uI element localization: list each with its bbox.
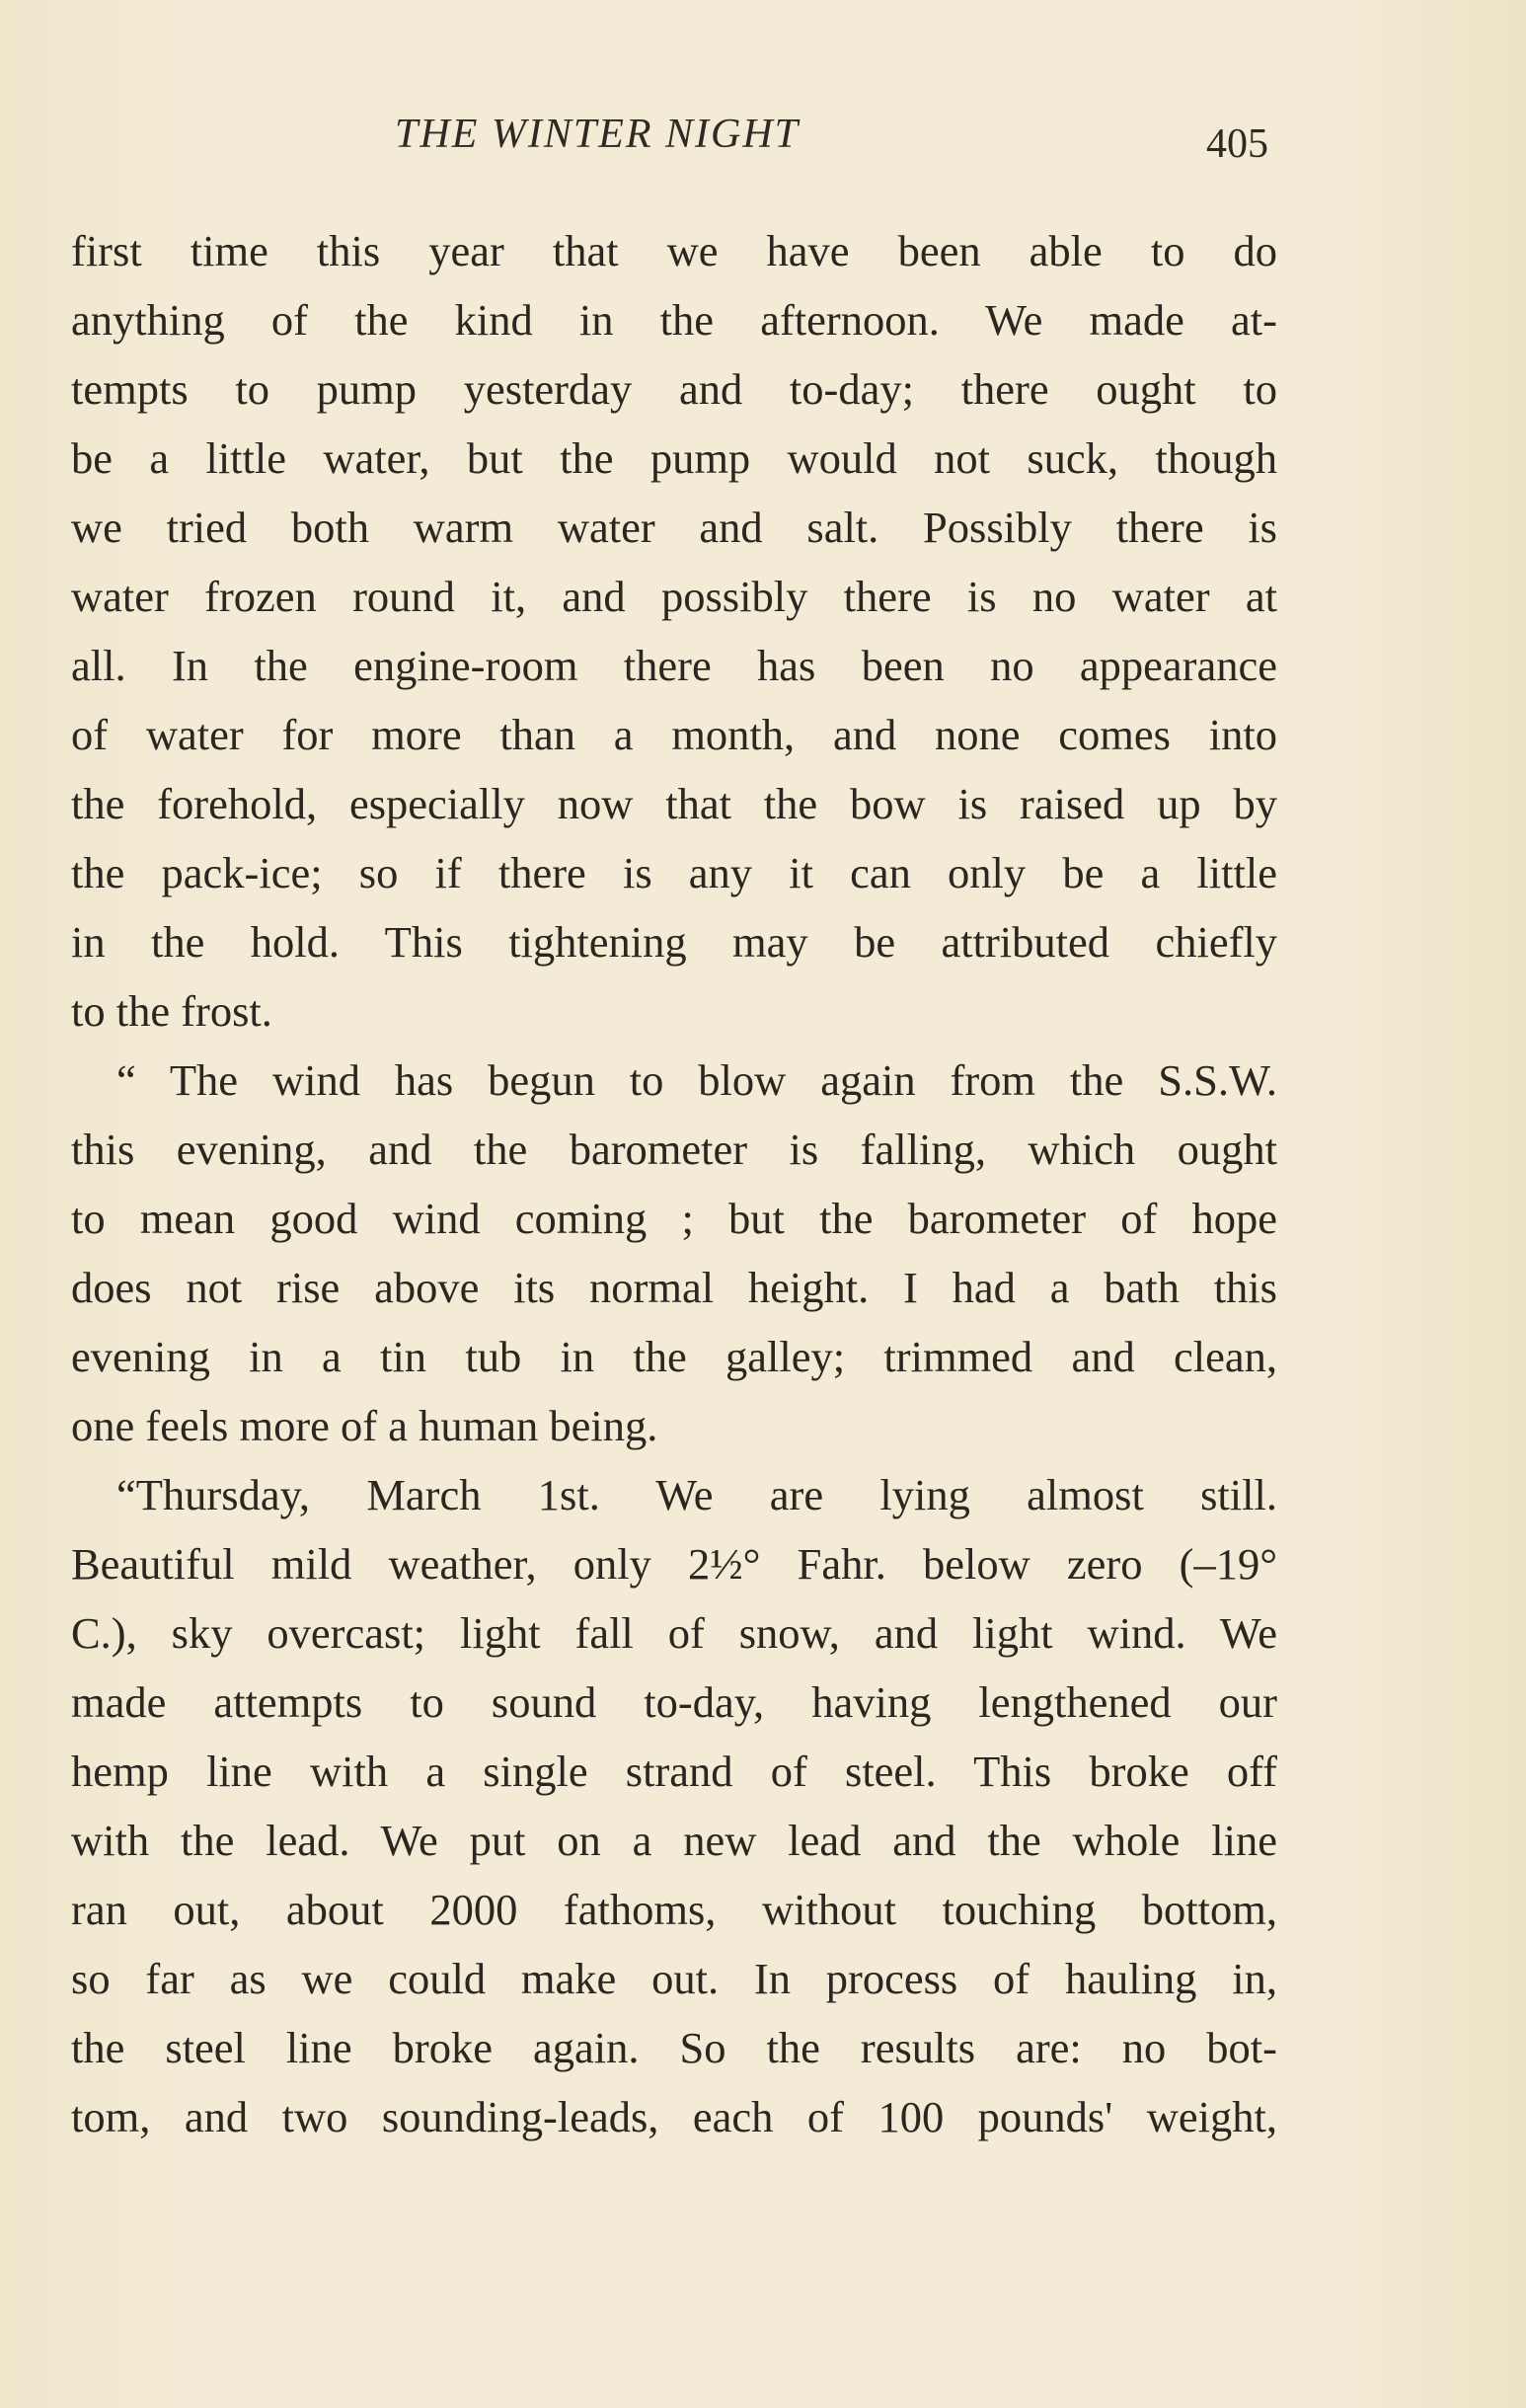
text-line: be a little water, but the pump would not suck, though bbox=[71, 433, 1277, 483]
text-line: one feels more of a human being. bbox=[71, 1401, 658, 1450]
text-line: of water for more than a month, and none comes into bbox=[71, 710, 1277, 759]
text-line: tom, and two sounding-leads, each of 100 pounds' weight, bbox=[71, 2092, 1277, 2141]
text-line: we tried both warm water and salt. Possibly there is bbox=[71, 503, 1277, 552]
text-line: to the frost. bbox=[71, 986, 272, 1036]
text-line: with the lead. We put on a new lead and the whole line bbox=[71, 1816, 1277, 1865]
text-line: the pack-ice; so if there is any it can only be a little bbox=[71, 848, 1277, 897]
text-line: in the hold. This tightening may be attributed chiefly bbox=[71, 917, 1277, 967]
text-line: hemp line with a single strand of steel. This broke off bbox=[71, 1747, 1277, 1796]
running-title: THE WINTER NIGHT bbox=[395, 112, 801, 157]
text-line: “ The wind has begun to blow again from the S.S.W. bbox=[116, 1055, 1277, 1105]
text-line: tempts to pump yesterday and to-day; there ought to bbox=[71, 364, 1277, 414]
text-line: this evening, and the barometer is falling, which ought bbox=[71, 1125, 1277, 1174]
text-line: C.), sky overcast; light fall of snow, and light wind. We bbox=[71, 1608, 1277, 1658]
page-number: 405 bbox=[1206, 121, 1268, 167]
text-line: Beautiful mild weather, only 2½° Fahr. below zero (–19° bbox=[71, 1539, 1277, 1589]
text-line: ran out, about 2000 fathoms, without touching bottom, bbox=[71, 1885, 1277, 1934]
text-line: water frozen round it, and possibly there is no water at bbox=[71, 572, 1277, 621]
running-head bbox=[0, 111, 1526, 170]
text-line: made attempts to sound to-day, having lengthened our bbox=[71, 1677, 1277, 1727]
text-line: first time this year that we have been able to do bbox=[71, 226, 1277, 275]
text-line: the forehold, especially now that the bow is raised up by bbox=[71, 779, 1277, 828]
text-line: evening in a tin tub in the galley; trimmed and clean, bbox=[71, 1332, 1277, 1381]
text-line: “Thursday, March 1st. We are lying almost still. bbox=[116, 1470, 1277, 1519]
text-line: anything of the kind in the afternoon. We made at- bbox=[71, 295, 1277, 345]
text-line: so far as we could make out. In process of hauling in, bbox=[71, 1954, 1277, 2003]
text-line: the steel line broke again. So the results are: no bot- bbox=[71, 2023, 1277, 2072]
text-line: all. In the engine-room there has been no appearance bbox=[71, 641, 1277, 690]
text-line: to mean good wind coming ; but the barometer of hope bbox=[71, 1194, 1277, 1243]
text-line: does not rise above its normal height. I had a bath this bbox=[71, 1263, 1277, 1312]
